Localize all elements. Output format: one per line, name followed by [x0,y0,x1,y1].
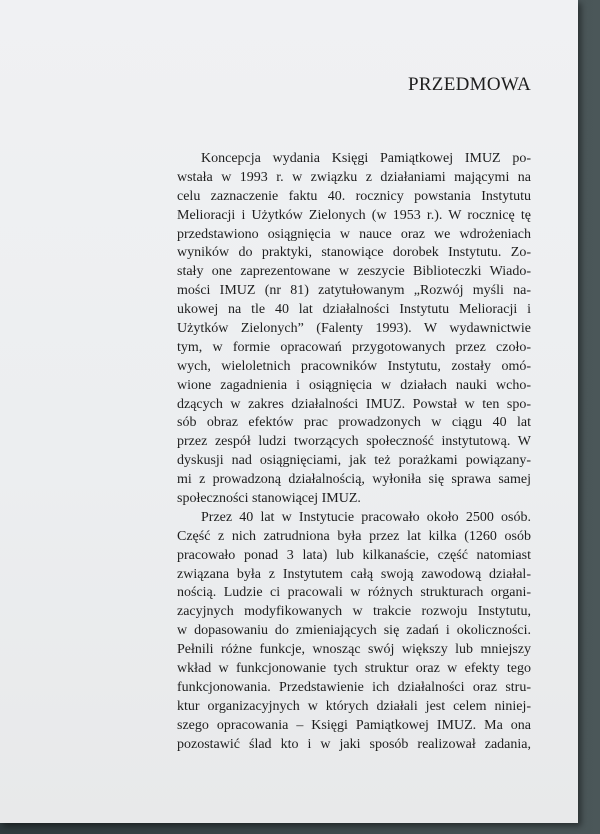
text-line: ktur organizacyjnych w których działali jest celem niniej- [177,698,531,714]
text-line: pozostawić ślad kto i w jaki sposób realizował zadania, [177,736,531,752]
text-line: wyników do praktyki, stanowiące dorobek Instytutu. Zo- [177,245,531,261]
text-line: przedstawiono osiągnięcia w nauce oraz we wdrożeniach [177,226,531,242]
text-line: zacyjnych modyfikowanych w trakcie rozwoju Instytutu, [177,604,531,620]
text-line: funkcjonowania. Przedstawienie ich działalności oraz stru- [177,679,531,695]
text-line: wstała w 1993 r. w związku z działaniami mającymi na [177,169,531,185]
text-line: Koncepcja wydania Księgi Pamiątkowej IMUZ po- [201,151,531,166]
text-line: Melioracji i Użytków Zielonych (w 1953 r.). W rocznicę tę [177,207,531,223]
text-line: dzących w zakres działalności IMUZ. Powstał w ten spo- [177,396,531,412]
page-heading: PRZEDMOWA [407,74,531,95]
text-line: wione zagadnienia i osiągnięcia w działach nauki wcho- [177,377,531,393]
text-line: pracowało ponad 3 lata) lub kilkanaście, część natomiast [177,547,531,563]
text-line: stały one zaprezentowane w zeszycie Biblioteczki Wiado- [177,264,531,280]
body-text [177,150,531,755]
text-line: wych, wieloletnich pracowników Instytutu, zostały omó- [177,358,531,374]
text-line: Pełnili różne funkcje, wnosząc swój większy lub mniejszy [177,642,531,658]
text-line: tym, w formie opracowań przygotowanych przez czoło- [177,339,531,355]
text-line: mi z prowadzoną działalnością, wyłoniła się sprawa samej [177,472,531,488]
text-line: nością. Ludzie ci pracowali w różnych strukturach organi- [177,585,531,601]
text-line: Użytków Zielonych” (Falenty 1993). W wydawnictwie [177,321,531,337]
text-line: związana była z Instytutem całą swoją zawodową działal- [177,566,531,582]
text-line: celu zaznaczenie faktu 40. rocznicy powstania Instytutu [177,188,531,204]
text-line: wkład w funkcjonowanie tych struktur oraz w efekty tego [177,661,531,677]
text-line: sób obraz efektów prac prowadzonych w ciągu 40 lat [177,415,531,431]
text-line: dyskusji nad osiągnięciami, jak też porażkami powiązany- [177,453,531,469]
text-line: ukowej na tle 40 lat działalności Instytutu Melioracji i [177,302,531,318]
text-line: Przez 40 lat w Instytucie pracowało około 2500 osób. [201,509,531,525]
text-line: Część z nich zatrudniona była przez lat kilka (1260 osób [177,528,531,544]
text-line: szego opracowania – Księgi Pamiątkowej IMUZ. Ma ona [177,717,531,733]
text-line: mości IMUZ (nr 81) zatytułowanym „Rozwój myśli na- [177,283,531,299]
text-line: przez zespół ludzi tworzących społeczność instytutową. W [177,434,531,450]
text-line: w dopasowaniu do zmieniających się zadań i okoliczności. [177,623,531,639]
text-line: społeczności stanowiącej IMUZ. [177,491,361,507]
